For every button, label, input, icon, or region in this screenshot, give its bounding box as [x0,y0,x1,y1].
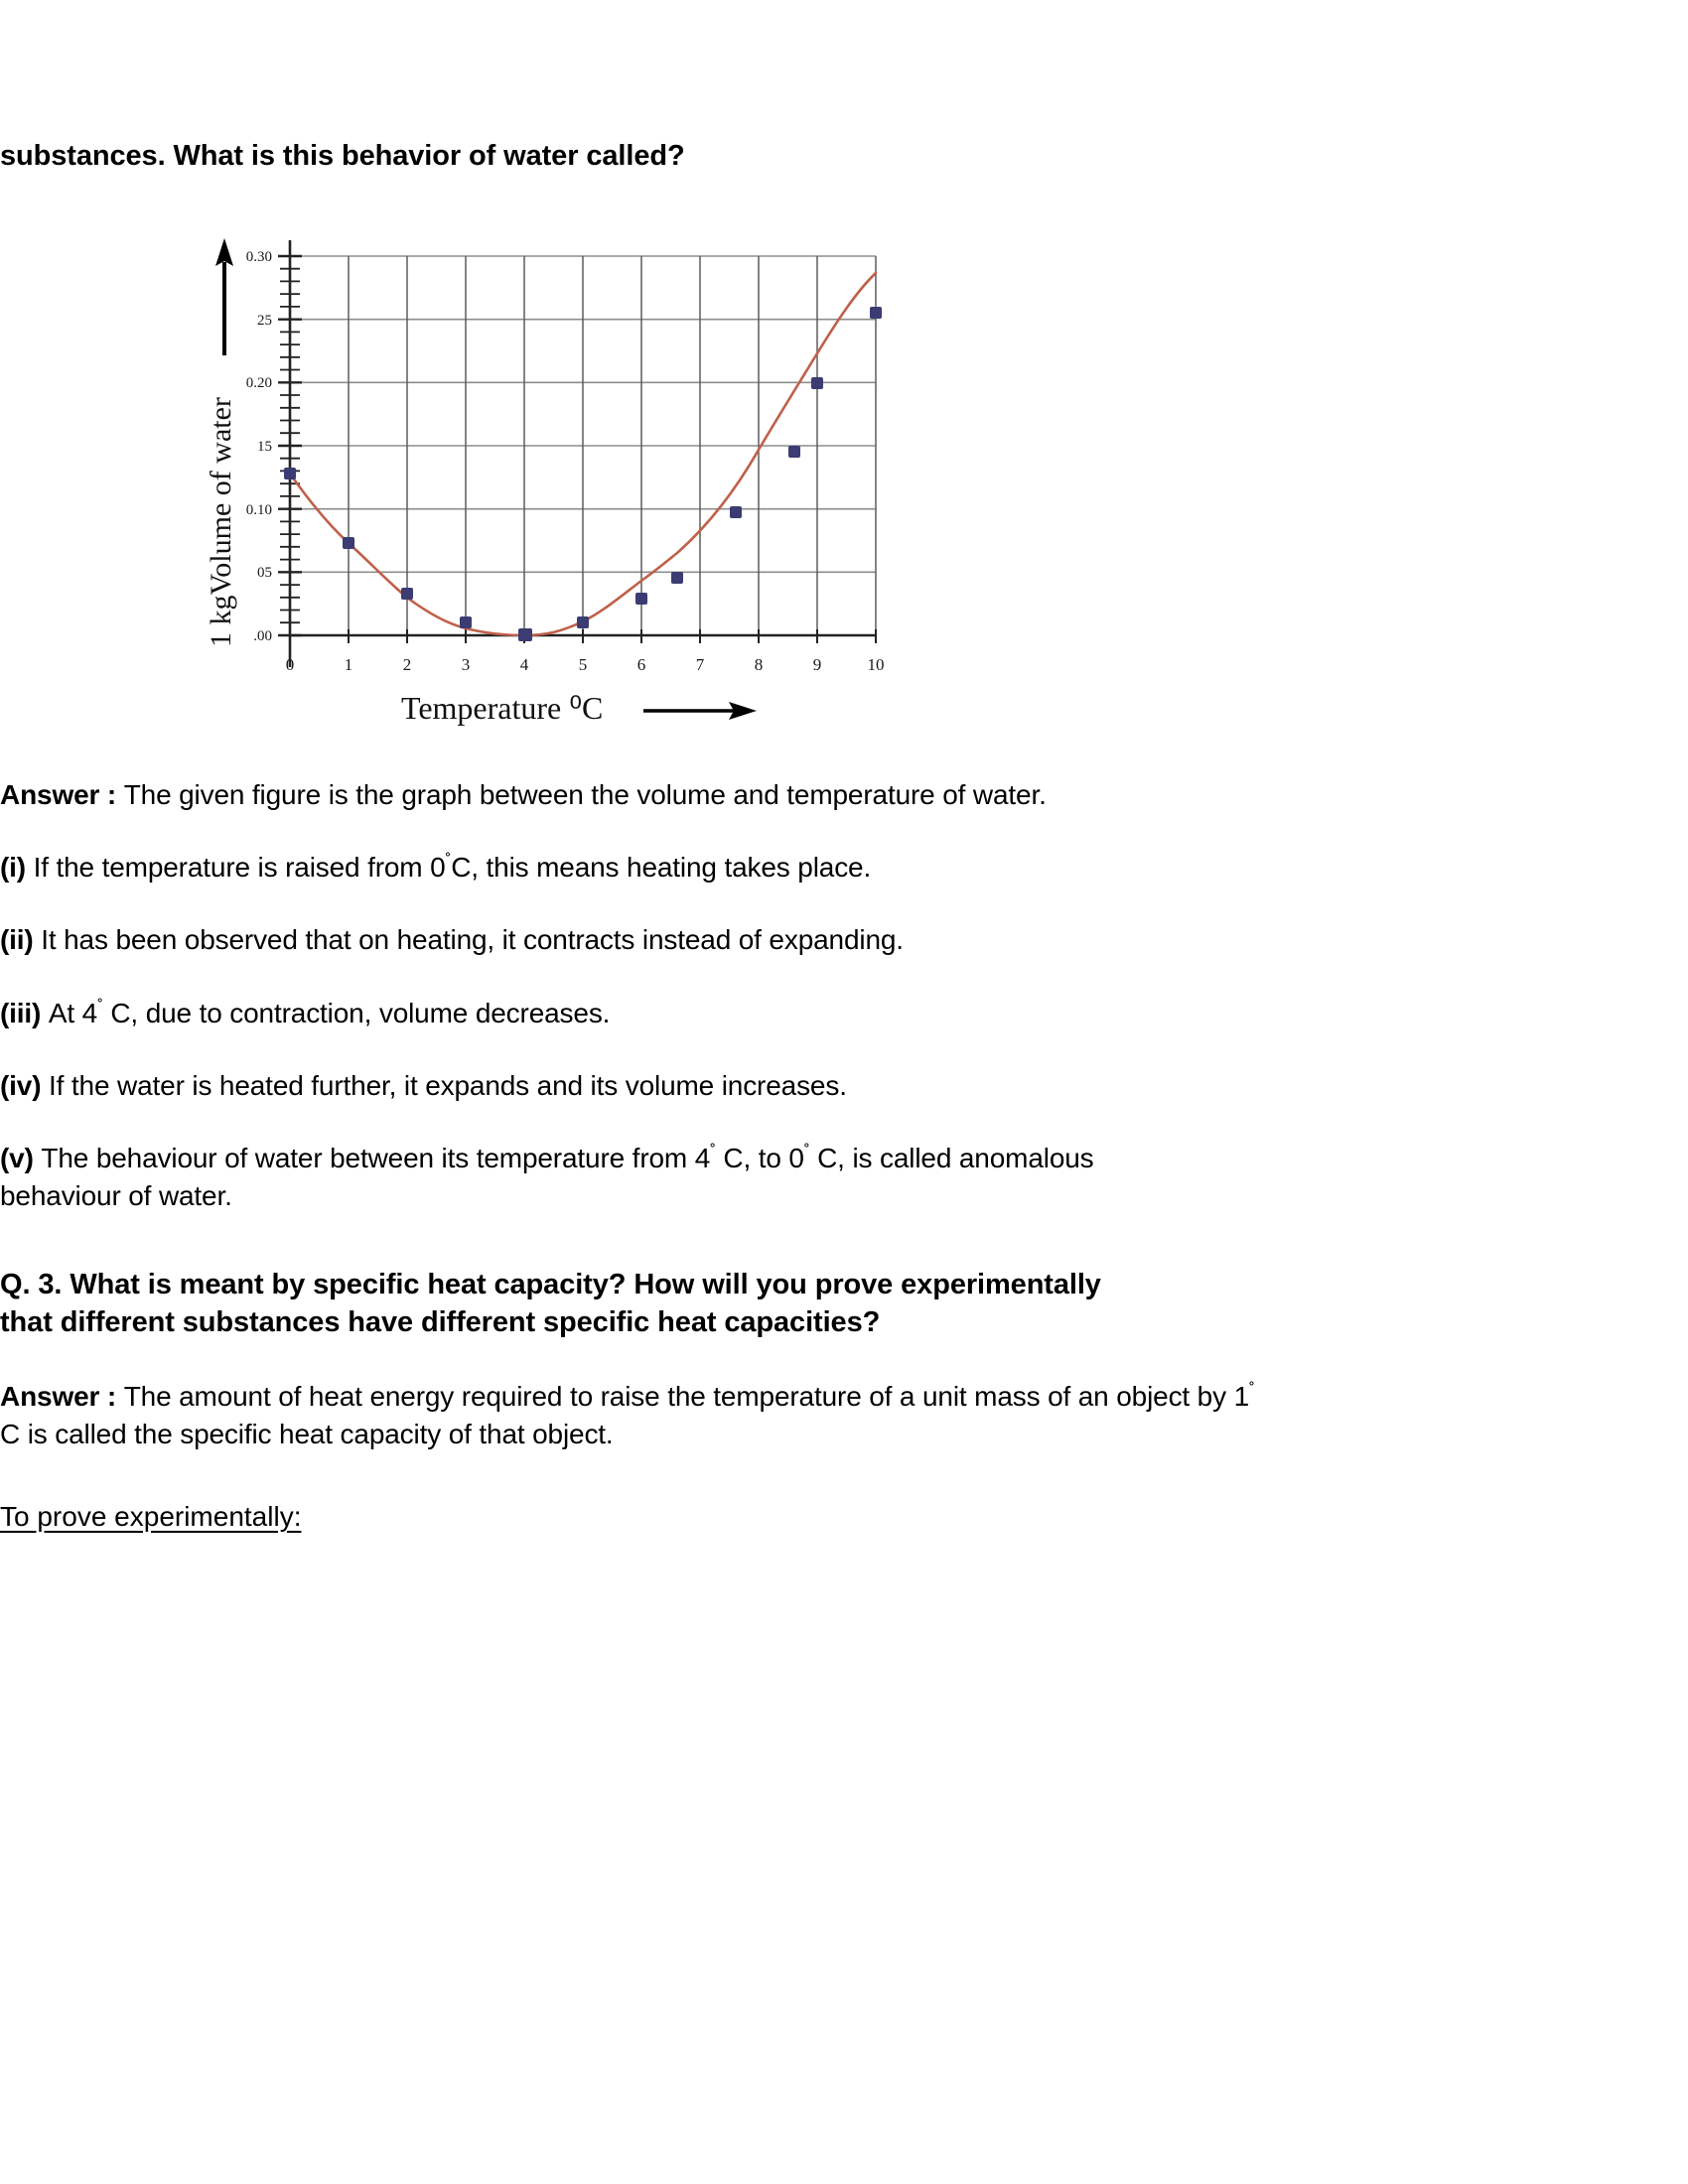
point-iv-block [0,1067,1281,1105]
x-tick-label: 7 [695,655,705,674]
data-point [577,616,589,628]
y-axis-title: 1 kgVolume of water [205,397,237,647]
point-i-text-a: If the temperature is raised from 0 [33,852,446,883]
volume-temperature-graph [195,230,919,747]
data-point [401,588,413,600]
point-v-text-c: C, is called anomalous behaviour of water. [0,1143,1094,1212]
data-point [671,572,683,584]
y-tick-label: 15 [257,439,272,455]
point-ii-text: It has been observed that on heating, it contracts instead of expanding. [41,924,904,955]
point-i-block [0,849,1281,887]
answer-1-text: The given figure is the graph between the volume and temperature of water. [123,779,1047,810]
x-tick-label: 10 [867,655,885,674]
point-iii-paragraph [0,995,1281,1032]
question-3-line-2: that different substances have different specific heat capacities? [0,1306,881,1339]
chart-svg [195,230,919,747]
point-i-paragraph [0,849,1281,887]
y-tick-label: 0.20 [245,375,272,391]
point-iv-text: If the water is heated further, it expands and its volume increases. [49,1070,847,1101]
question-3-block [0,1266,1291,1342]
point-iii-text-a: At 4 [48,998,98,1028]
point-v-text-a: The behaviour of water between its temperature from 4 [41,1143,711,1173]
x-tick-label: 0 [285,655,295,674]
point-v-label: (v) [0,1143,42,1173]
answer-1-label: Answer : [0,779,124,810]
x-tick-label: 8 [754,655,764,674]
data-point [518,628,532,641]
data-point [343,537,354,549]
heading-continuation-block [0,137,1281,175]
to-prove-heading: To prove experimentally: [0,1501,302,1532]
data-point [811,377,823,389]
point-v-block [0,1140,1182,1215]
point-iii-text-b: C, due to contraction, volume decreases. [102,998,611,1028]
data-point [870,307,882,319]
data-point [635,593,647,605]
answer-1-paragraph [0,776,1281,814]
y-tick-label: 05 [257,565,272,581]
data-point [460,616,472,628]
point-iii-block [0,995,1281,1032]
point-iv-label: (iv) [0,1070,50,1101]
point-ii-block [0,921,1281,959]
y-axis-arrow-icon [215,238,233,355]
x-tick-labels [286,655,885,674]
x-axis-arrow-icon [643,702,757,720]
point-v-text-b: C, to 0 [715,1143,804,1173]
answer-2-block [0,1378,1261,1453]
y-tick-label: 0.10 [245,502,272,518]
point-i-label: (i) [0,852,34,883]
y-tick-label: 0.30 [245,249,272,265]
x-tick-label: 4 [519,655,529,674]
data-point [730,506,742,518]
point-iv-paragraph [0,1067,1281,1105]
degree-symbol: ˚ [445,850,452,871]
degree-symbol: ˚ [97,996,103,1017]
answer-2-text-b: C is called the specific heat capacity of that object. [0,1419,614,1450]
to-prove-block [0,1501,1281,1533]
answer-2-text-a: The amount of heat energy required to raise the temperature of a unit mass of an object by 1 [123,1381,1249,1412]
answer-2-paragraph [0,1378,1261,1453]
x-tick-label: 2 [402,655,412,674]
x-tick-label: 9 [812,655,822,674]
degree-symbol: ˚ [1249,1379,1255,1400]
point-ii-paragraph [0,921,1281,959]
x-tick-label: 6 [636,655,646,674]
x-tick-label: 5 [578,655,588,674]
question-3-line-1: Q. 3. What is meant by specific heat capacity? How will you prove experimentally [0,1269,1101,1300]
degree-symbol: ˚ [710,1141,716,1161]
x-tick-label: 3 [461,655,471,674]
answer-2-label: Answer : [0,1381,124,1412]
answer-1-block [0,776,1281,814]
page-title: substances. What is this behavior of water called? [0,140,685,172]
data-point [284,468,296,479]
x-tick-label: 1 [344,655,353,674]
point-v-paragraph [0,1140,1182,1215]
y-tick-label: 25 [257,313,272,329]
x-axis-title: Temperature ⁰C [401,690,604,726]
y-tick-labels [246,249,272,644]
point-iii-label: (iii) [0,998,49,1028]
data-point [788,446,800,458]
point-i-text-b: C, this means heating takes place. [451,852,872,883]
degree-symbol: ˚ [803,1141,810,1161]
point-ii-label: (ii) [0,924,42,955]
y-tick-label: .00 [253,628,272,644]
